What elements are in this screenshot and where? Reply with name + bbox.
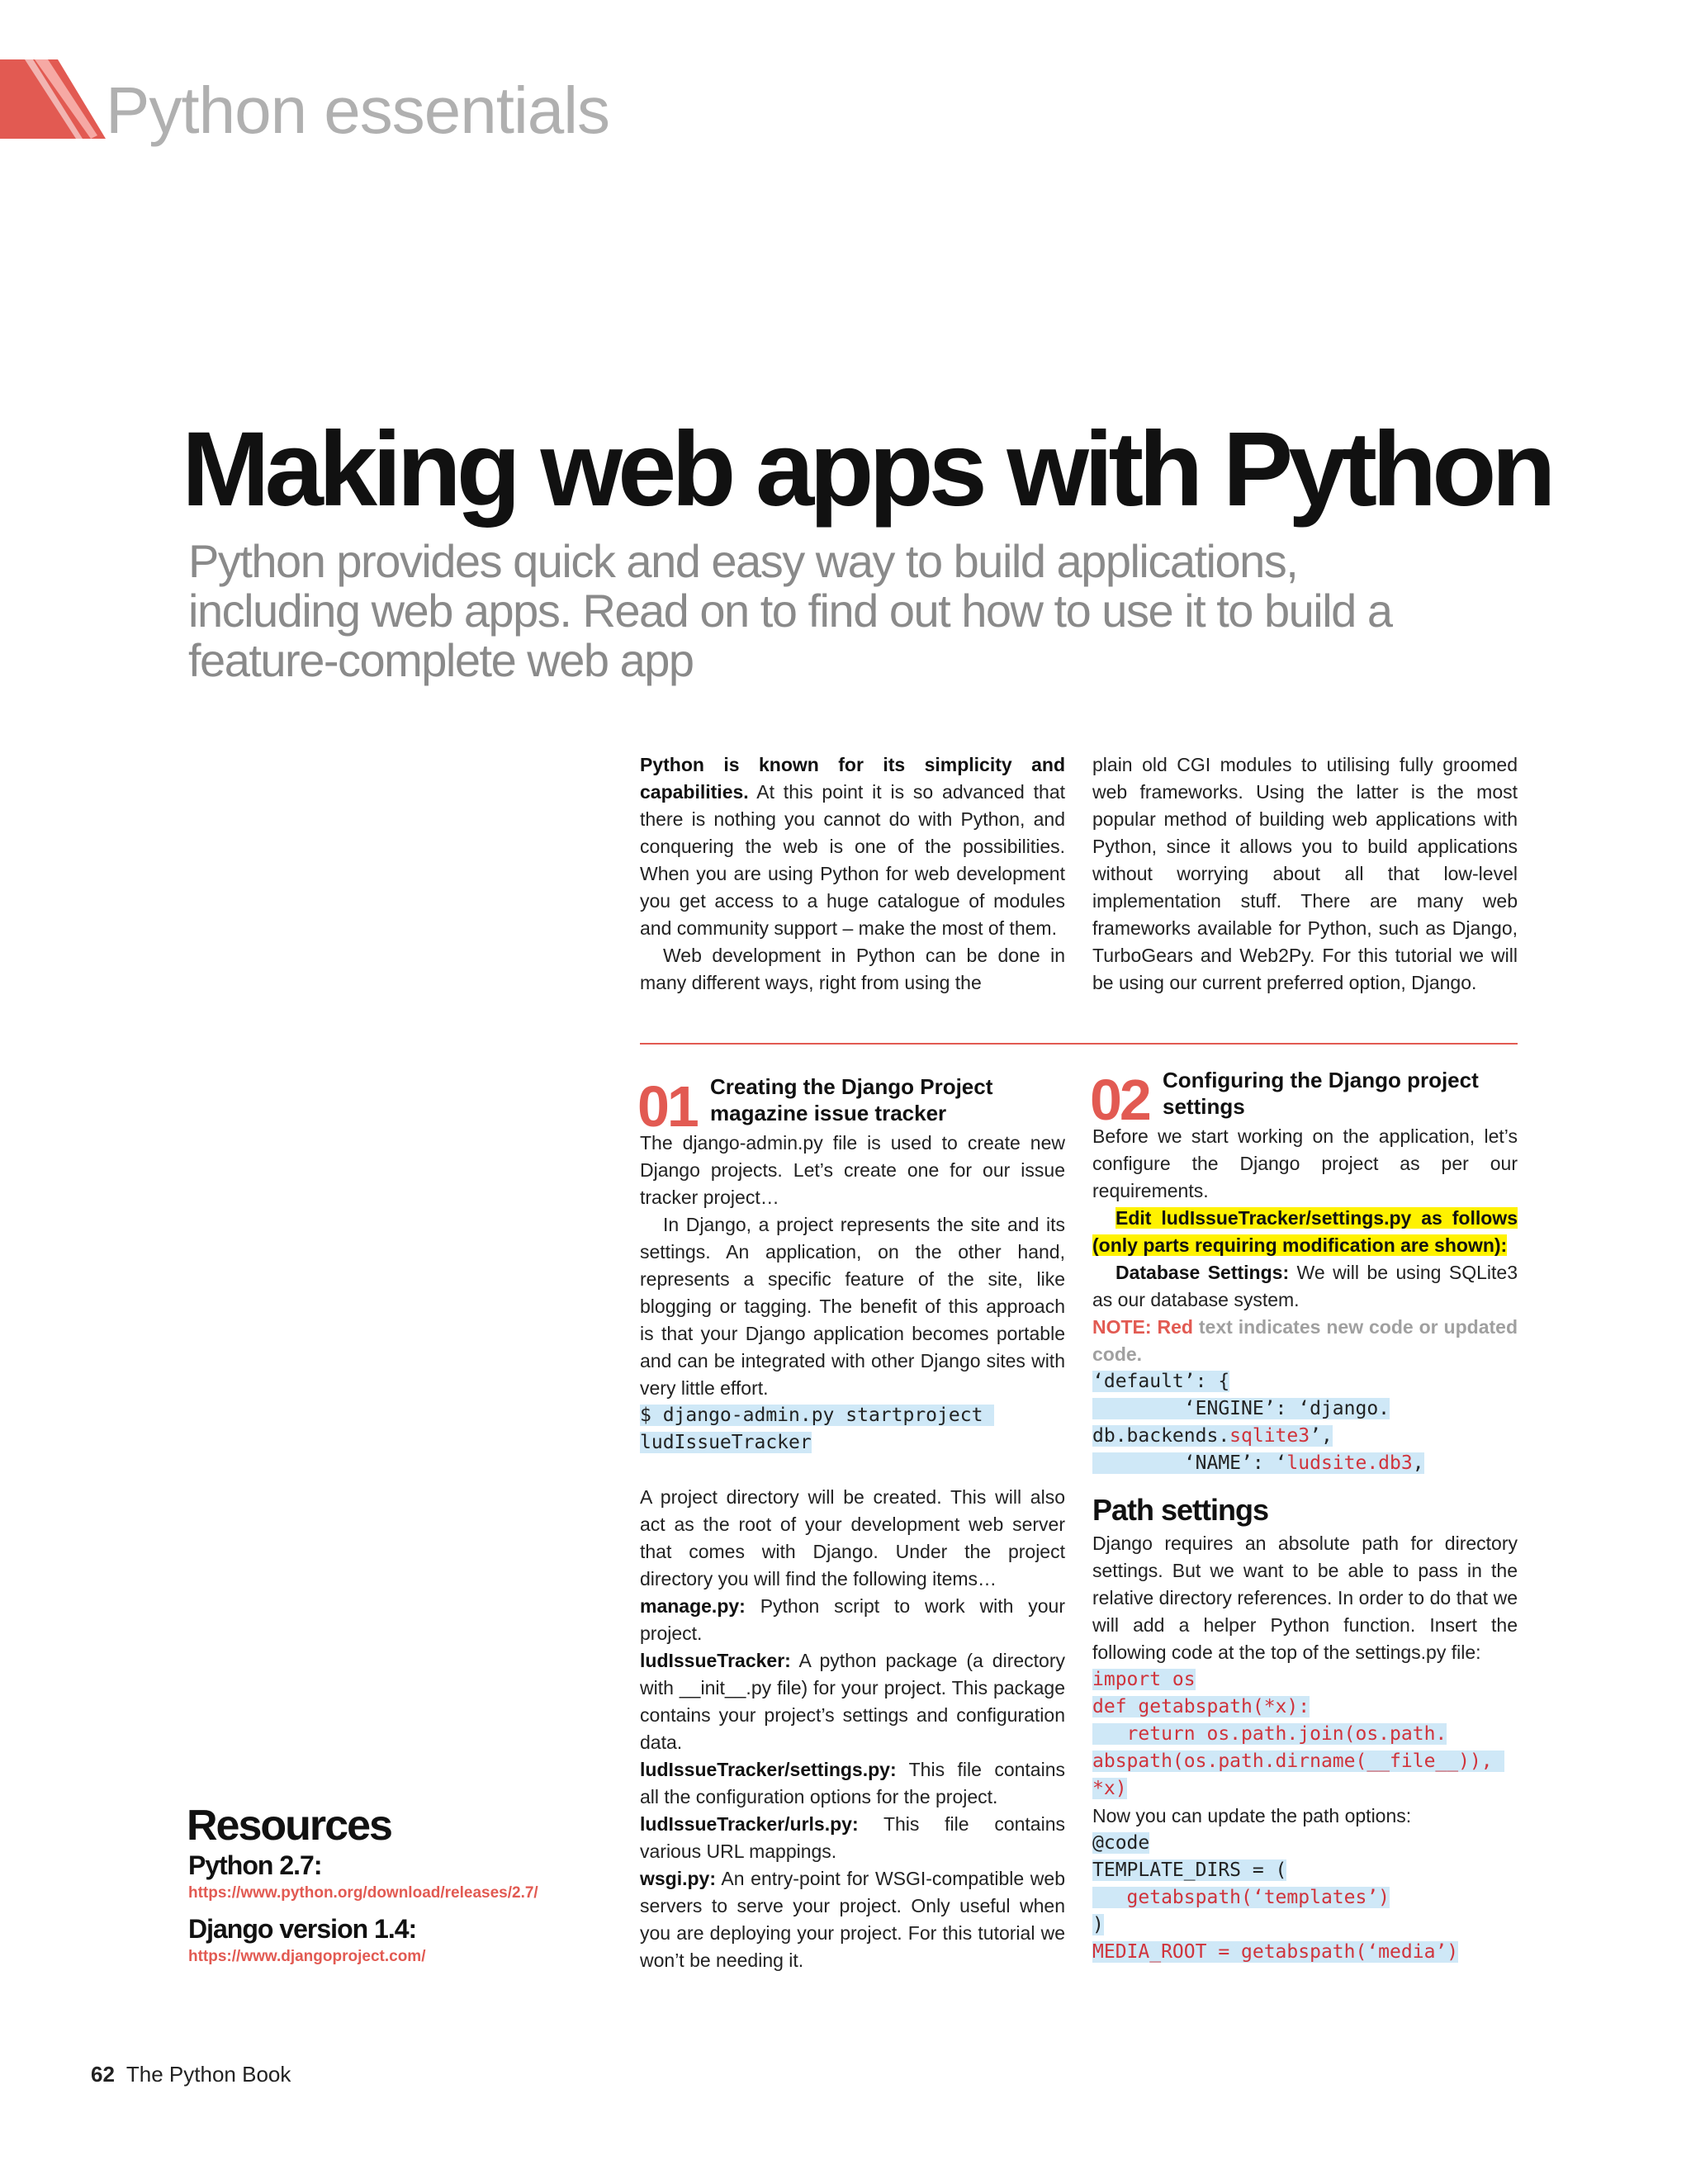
- intro-column-left: [640, 751, 1065, 997]
- page-number: 62: [91, 2062, 115, 2087]
- note: NOTE: Red text indicates new code or updated code.: [1092, 1316, 1518, 1365]
- code-block-getabspath: import os def getabspath(*x): return os.path.join(os.path. abspath(os.path.dirname(__file__)), *x): [1092, 1669, 1504, 1799]
- intro-paragraph-2: Web development in Python can be done in many different ways, right from using the: [640, 945, 1065, 993]
- item-urls: ludIssueTracker/urls.py: This file contains various URL mappings.: [640, 1813, 1065, 1862]
- step-2-paragraph: Before we start working on the application, let’s configure the Django project as per our requirements.: [1092, 1125, 1518, 1201]
- resources-heading: Resources: [187, 1802, 391, 1850]
- step-2-body: [1092, 1123, 1518, 1477]
- step-1-number: 01: [637, 1074, 697, 1139]
- article-standfirst: Python provides quick and easy way to build applications, including web apps. Read on to find out how to use it to build a feature-complete web app: [188, 535, 1392, 686]
- intro-paragraph-1: At this point it is so advanced that there is nothing you cannot do with Python, and conquering the web is one of the possibilities. When you are using Python for web development you get access to a huge catalogue of modules and community support – make the most of them.: [640, 781, 1065, 939]
- code-block-path-options: @code TEMPLATE_DIRS = ( getabspath(‘templates’) ) MEDIA_ROOT = getabspath(‘media’): [1092, 1832, 1459, 1963]
- section-label: Python essentials: [106, 73, 610, 147]
- step-1-paragraph: The django-admin.py file is used to create new Django projects. Let’s create one for our issue tracker project…: [640, 1132, 1065, 1208]
- page-footer: [91, 2062, 291, 2087]
- resource-name: Python 2.7:: [188, 1850, 322, 1880]
- resource-link[interactable]: https://www.python.org/download/releases/2.7/: [188, 1884, 538, 1902]
- step-1-paragraph: A project directory will be created. This will also act as the root of your development web server that comes with Django. Under the project directory you will find the following items…: [640, 1486, 1065, 1589]
- step-2-number: 02: [1090, 1068, 1149, 1132]
- path-settings-body: [1092, 1530, 1518, 1966]
- path-paragraph: Django requires an absolute path for directory settings. But we want to be able to pass in the relative directory references. In order to do that we will add a helper Python function. Insert the following code at the top of the settings.py file:: [1092, 1533, 1518, 1663]
- database-settings: Database Settings: We will be using SQLite3 as our database system.: [1092, 1262, 1518, 1310]
- step-1-title: Creating the Django Project magazine issue tracker: [710, 1074, 993, 1125]
- edit-instruction: Edit ludIssueTracker/settings.py as follows (only parts requiring modification are shown):: [1092, 1207, 1518, 1256]
- resource-link[interactable]: https://www.djangoproject.com/: [188, 1948, 426, 1965]
- item-manage: manage.py: Python script to work with your project.: [640, 1595, 1065, 1644]
- path-settings-heading: Path settings: [1092, 1493, 1269, 1527]
- code-block-database: ‘default’: { ‘ENGINE’: ‘django. db.backends.sqlite3’, ‘NAME’: ‘ludsite.db3,: [1092, 1371, 1424, 1474]
- step-1-body: [640, 1130, 1065, 1974]
- section-divider: [640, 1043, 1518, 1045]
- section-tab-graphic: [0, 59, 107, 139]
- intro-paragraph-2-continued: plain old CGI modules to utilising fully groomed web frameworks. Using the latter is the most popular method of building web applications with Python, since it allows you to build applications without worrying about all that low-level implementation stuff. There are many web frameworks available for Python, such as Django, TurboGears and Web2Py. For this tutorial we will be using our current preferred option, Django.: [1092, 754, 1518, 993]
- intro-lead: Python is known for its simplicity and capabilities.: [640, 754, 1065, 803]
- resource-name: Django version 1.4:: [188, 1914, 417, 1944]
- intro-column-right: [1092, 751, 1518, 997]
- publication-name: The Python Book: [126, 2062, 291, 2087]
- step-2-title: Configuring the Django project settings: [1163, 1068, 1479, 1119]
- item-wsgi: wsgi.py: An entry-point for WSGI-compatible web servers to serve your project. Only useful when you are deploying your project. For this tutorial we won’t be needing it.: [640, 1868, 1065, 1971]
- code-block-startproject: $ django-admin.py startproject ludIssueTracker: [640, 1405, 995, 1453]
- item-package: ludIssueTracker: A python package (a directory with __init__.py file) for your project. This package contains your project’s settings and configuration data.: [640, 1650, 1065, 1753]
- step-1-paragraph: In Django, a project represents the site and its settings. An application, on the other hand, represents a specific feature of the site, like blogging or tagging. The benefit of this approach is that your Django application becomes portable and can be integrated with other Django sites with very little effort.: [640, 1214, 1065, 1399]
- item-settings: ludIssueTracker/settings.py: This file contains all the configuration options for the project.: [640, 1759, 1065, 1807]
- article-title: Making web apps with Python: [182, 410, 1551, 528]
- path-paragraph: Now you can update the path options:: [1092, 1805, 1412, 1826]
